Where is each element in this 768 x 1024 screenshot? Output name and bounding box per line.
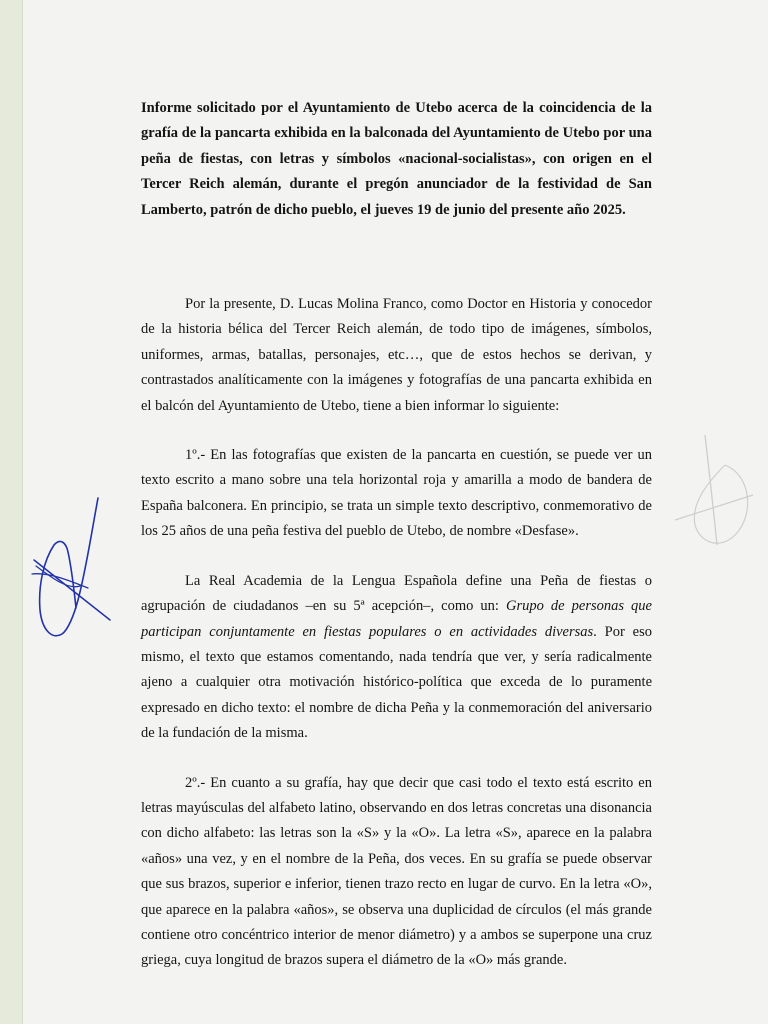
document-page	[141, 96, 652, 974]
rae-text-after: . Por eso mismo, el texto que estamos comentando, nada tendría que ver, y sería radicalmente ajeno a cualquier otra motivación histórico-política que exceda de lo puramente expresado en dicho texto: el nombre de dicha Peña y la conmemoración del aniversario de la fundación de la misma.	[141, 623, 652, 742]
report-title: Informe solicitado por el Ayuntamiento de Utebo acerca de la coincidencia de la grafía de la pancarta exhibida en la balconada del Ayuntamiento de Utebo por una peña de fiestas, con letras y símbolos «nacional-socialistas», con origen en el Tercer Reich alemán, durante el pregón anunciador de la festividad de San Lamberto, patrón de dicho pueblo, el jueves 19 de junio del presente año 2025.	[141, 100, 652, 218]
rae-definition-paragraph	[141, 569, 652, 747]
rae-definition: Grupo de personas que participan conjuntamente en fiestas populares o en actividades diversas	[141, 598, 652, 640]
scan-left-edge	[0, 0, 23, 1024]
bleed-through-signature-image	[665, 425, 757, 565]
point-1-paragraph: 1º.- En las fotografías que existen de la pancarta en cuestión, se puede ver un texto escrito a mano sobre una tela horizontal roja y amarilla a modo de bandera de España balconera. En principio, se trata un simple texto descriptivo, conmemorativo de los 25 años de una peña festiva del pueblo de Utebo, de nombre «Desfase».	[141, 447, 652, 540]
rae-text-before: La Real Academia de la Lengua Española define una Peña de fiestas o agrupación de ciudadanos –en su 5ª acepción–, como un:	[141, 572, 652, 615]
point-2-paragraph: 2º.- En cuanto a su grafía, hay que decir que casi todo el texto está escrito en letras mayúsculas del alfabeto latino, observando en dos letras concretas una disonancia con dicho alfabeto: las letras son la «S» y la «O». La letra «S», aparece en la palabra «años» una vez, y en el nombre de la Peña, dos veces. En su grafía se puede observar que sus brazos, superior e inferior, tienen trazo recto en lugar de curvo. En la letra «O», que aparece en la palabra «años», se observa una duplicidad de círculos (el más grande contiene otro concéntrico interior de menor diámetro) y a ambos se superpone una cruz griega, cuya longitud de brazos supera el diámetro de la «O» más grande.	[141, 774, 652, 969]
intro-paragraph: Por la presente, D. Lucas Molina Franco, como Doctor en Historia y conocedor de la historia bélica del Tercer Reich alemán, de todo tipo de imágenes, símbolos, uniformes, armas, batallas, personajes, etc…, que de estos hechos se derivan, y contrastados analíticamente con la imágenes y fotografías de una pancarta exhibida en el balcón del Ayuntamiento de Utebo, tiene a bien informar lo siguiente:	[141, 296, 652, 414]
signature-image	[28, 490, 118, 640]
